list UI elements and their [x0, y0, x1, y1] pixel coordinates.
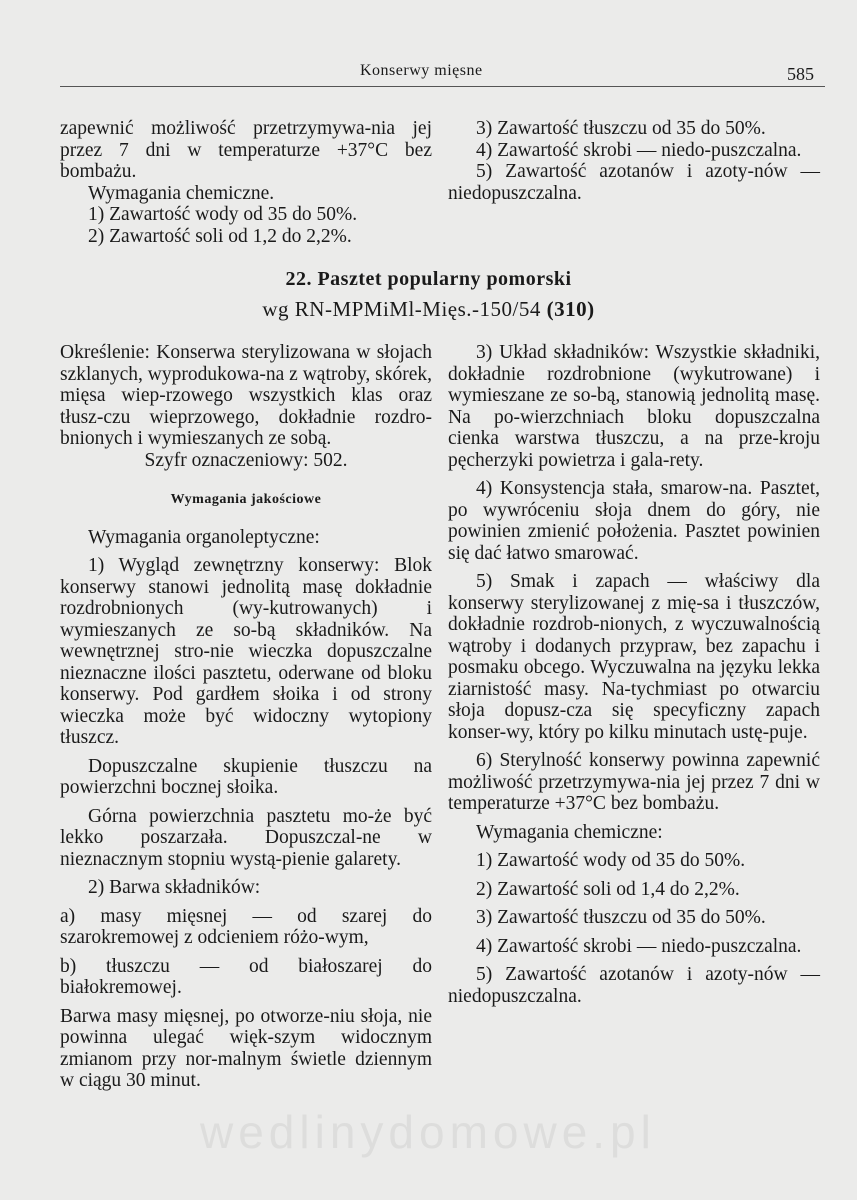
left-column	[60, 342, 432, 1092]
watermark: wedlinydomowe.pl	[200, 1106, 656, 1158]
running-head: Konserwy mięsne	[360, 62, 483, 79]
paragraph: zapewnić możliwość przetrzymywa-nia jej przez 7 dni w temperaturze +37°C bez bombażu.	[60, 118, 432, 182]
consistency-paragraph: 4) Konsystencja stała, smarow-na. Pasztet, po wywróceniu słoja dnem do góry, nie powinien zmienić położenia. Pasztet powinien się dać łatwo smarować.	[448, 478, 820, 564]
color-note: Barwa masy mięsnej, po otworze-niu słoja, nie powinna ulegać więk-szym widocznym zmianom przy nor-malnym świetle dziennym w ciągu 30 minut.	[60, 1005, 432, 1091]
list-item: 4) Zawartość skrobi — niedo-puszczalna.	[476, 139, 802, 161]
list-item: 5) Zawartość azotanów i azoty-nów — niedopuszczalna.	[448, 161, 820, 204]
taste-paragraph: 5) Smak i zapach — właściwy dla konserwy sterylizowanej z mię-sa i tłuszczów, dokładnie rozdrob-nionych, z wyczuwalnością wątroby i dodanych przypraw, bez zapachu i posmaku obcego. Wyczuwalna na języku lekka ziarnistość masy. Na-tychmiast po otwarciu słoja dopusz-cza się specyficzny zapach konser-wy, który po kilku minutach ustę-puje.	[448, 571, 820, 743]
header-rule	[60, 86, 825, 87]
right-column-top	[448, 118, 820, 204]
surface-paragraph: Górna powierzchnia pasztetu mo-że być lekko poszarzała. Dopuszczal-ne w nieznacznym stopniu wystą-pienie galarety.	[60, 805, 432, 870]
section-standard	[0, 297, 857, 322]
fat-paragraph: Dopuszczalne skupienie tłuszczu na powierzchni bocznej słoika.	[60, 755, 432, 798]
chemical-item: 5) Zawartość azotanów i azoty-nów — niedopuszczalna.	[448, 964, 820, 1007]
paragraph: Wymagania chemiczne.	[88, 182, 275, 204]
right-column	[448, 342, 820, 1007]
color-heading: 2) Barwa składników:	[88, 877, 261, 898]
sterility-paragraph: 6) Sterylność konserwy powinna zapewnić możliwość przetrzymywa-nia jej przez 7 dni w temperaturze +37°C bez bombażu.	[448, 750, 820, 814]
color-item-b: b) tłuszczu — od białoszarej do białokremowej.	[60, 955, 432, 998]
quality-heading: Wymagania jakościowe	[170, 492, 322, 507]
standard-number: (310)	[546, 297, 595, 321]
list-item: 3) Zawartość tłuszczu od 35 do 50%.	[476, 118, 766, 139]
list-item: 1) Zawartość wody od 35 do 50%.	[88, 204, 358, 225]
section-title: 22. Pasztet popularny pomorski	[285, 268, 572, 290]
color-item-a: a) masy mięsnej — od szarej do szarokremowej z odcieniem różo-wym,	[60, 905, 432, 948]
definition-paragraph: Określenie: Konserwa sterylizowana w słojach szklanych, wyprodukowa-na z wątroby, skórek, mięsa wiep-rzowego wszystkich klas oraz tłusz-czu wieprzowego, dokładnie rozdro-bnionych i wymieszanych ze sobą.	[60, 342, 432, 449]
organoleptic-heading: Wymagania organoleptyczne:	[88, 526, 320, 548]
page-number: 585	[787, 64, 814, 84]
left-column-top	[60, 118, 432, 247]
chemical-item: 3) Zawartość tłuszczu od 35 do 50%.	[476, 907, 766, 928]
list-item: 2) Zawartość soli od 1,2 do 2,2%.	[88, 225, 352, 247]
layout-paragraph: 3) Układ składników: Wszystkie składniki, dokładnie rozdrobnione (wykutrowane) i wymieszane ze so-bą, stanowią jednolitą masę. Na po-wierzchniach bloku dopuszczalna cienka warstwa tłuszczu, a na prze-kroju pęcherzyki powietrza i gala-rety.	[448, 342, 820, 471]
appearance-paragraph: 1) Wygląd zewnętrzny konserwy: Blok konserwy stanowi jednolitą masę dokładnie rozdrobnionych (wy-kutrowanych) i wymieszanych ze so-bą składników. Na wewnętrznej stro-nie wieczka dopuszczalne nieznaczne ilości pasztetu, oderwane od bloku konserwy. Pod gardłem słoika i od strony wieczka może być widoczny wytopiony tłuszcz.	[60, 555, 432, 748]
chemical-item: 1) Zawartość wody od 35 do 50%.	[476, 850, 746, 871]
code-line: Szyfr oznaczeniowy: 502.	[144, 449, 348, 471]
standard-code: wg RN-MPMiMl-Mięs.-150/54	[262, 297, 541, 321]
chemical-heading: Wymagania chemiczne:	[476, 821, 663, 843]
chemical-item: 2) Zawartość soli od 1,4 do 2,2%.	[476, 878, 740, 900]
chemical-item: 4) Zawartość skrobi — niedo-puszczalna.	[476, 935, 802, 957]
